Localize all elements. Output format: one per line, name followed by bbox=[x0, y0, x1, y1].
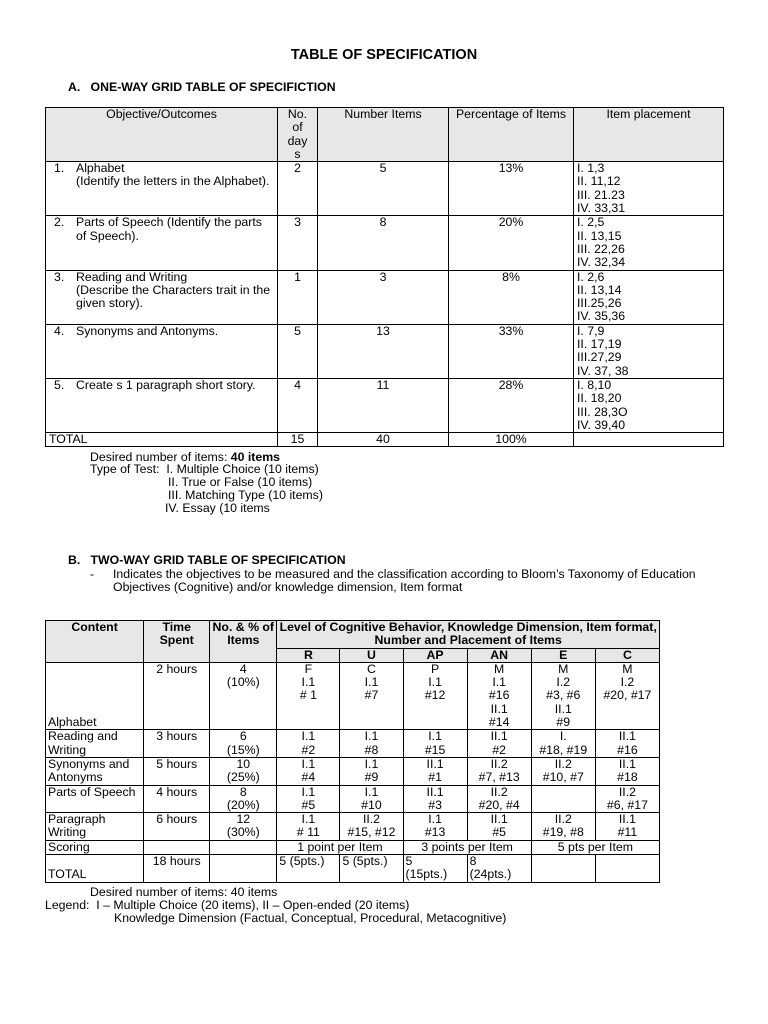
table-row bbox=[46, 162, 724, 216]
placement-cell: I. 8,10 II. 18,20 III. 28,3O IV. 39,40 bbox=[574, 378, 724, 432]
table-row bbox=[46, 378, 724, 432]
page-title: TABLE OF SPECIFICATION bbox=[290, 47, 478, 63]
total-row bbox=[46, 855, 660, 883]
scoring-ec: 5 pts per Item bbox=[531, 840, 659, 854]
desired-value: 40 items bbox=[230, 450, 281, 464]
level-cell-an: II.1 #2 bbox=[467, 730, 531, 758]
percentage-cell: 8% bbox=[449, 270, 574, 324]
percentage-cell: 28% bbox=[449, 378, 574, 432]
time-cell: 5 hours bbox=[144, 757, 210, 785]
table-row bbox=[46, 270, 724, 324]
objective-text: Synonyms and Antonyms. bbox=[76, 323, 219, 338]
time-cell: 4 hours bbox=[144, 785, 210, 813]
table-header-row bbox=[46, 108, 724, 162]
total-placement bbox=[574, 433, 724, 447]
table-row bbox=[46, 216, 724, 270]
level-cell-e: II.2 #19, #8 bbox=[531, 813, 595, 841]
level-cell-u: I.1 #10 bbox=[340, 785, 403, 813]
level-cell-c: M I.2 #20, #17 bbox=[595, 662, 659, 729]
objective-number: 5. bbox=[54, 377, 65, 392]
objective-text: Parts of Speech (Identify the parts of Speech). bbox=[76, 215, 262, 243]
level-cell-c: II.2 #6, #17 bbox=[595, 785, 659, 813]
days-cell: 3 bbox=[278, 216, 318, 270]
level-cell-u: I.1 #9 bbox=[340, 757, 403, 785]
items-cell: 11 bbox=[318, 378, 449, 432]
section-a-heading: A. ONE-WAY GRID TABLE OF SPECIFICTION bbox=[68, 80, 336, 94]
level-cell-ap: I.1 #13 bbox=[403, 813, 467, 841]
table-row bbox=[46, 813, 660, 841]
level-u: U bbox=[340, 648, 403, 662]
table-header-row bbox=[46, 621, 660, 649]
placement-cell: I. 1,3 II. 11,12 III. 21.23 IV. 33,31 bbox=[574, 162, 724, 216]
total-r: 5 (5pts.) bbox=[277, 855, 340, 883]
level-cell-c: II.1 #16 bbox=[595, 730, 659, 758]
objective-number: 4. bbox=[54, 323, 65, 338]
test-type-4: IV. Essay (10 items bbox=[165, 501, 270, 515]
objective-text: Alphabet (Identify the letters in the Alphabet). bbox=[76, 161, 270, 189]
objective-text: Create s 1 paragraph short story. bbox=[76, 377, 256, 392]
objective-text: Reading and Writing (Describe the Characters trait in the given story). bbox=[76, 269, 271, 311]
level-cell-e: M I.2 #3, #6 II.1 #9 bbox=[531, 662, 595, 729]
level-cell-ap: II.1 #1 bbox=[403, 757, 467, 785]
level-cell-r: I.1 #2 bbox=[277, 730, 340, 758]
level-cell-e: II.2 #10, #7 bbox=[531, 757, 595, 785]
header-content: Content bbox=[46, 621, 144, 663]
legend-line-1: Legend: I – Multiple Choice (20 items), II – Open-ended (20 items) bbox=[45, 898, 410, 912]
level-cell-u: I.1 #8 bbox=[340, 730, 403, 758]
total-time: 18 hours bbox=[144, 855, 210, 883]
test-type-2: II. True or False (10 items) bbox=[168, 475, 313, 489]
scoring-empty-1 bbox=[144, 840, 210, 854]
header-placement: Item placement bbox=[574, 108, 724, 162]
bullet-dash: - bbox=[90, 567, 95, 581]
total-u: 5 (5pts.) bbox=[340, 855, 403, 883]
section-b-description: Indicates the objectives to be measured and the classification according to Bloom’s Taxonomy of Education Objectives (Cognitive) and/or knowledge dimension, Item format bbox=[113, 567, 696, 595]
table-row bbox=[46, 324, 724, 378]
items-cell: 3 bbox=[318, 270, 449, 324]
total-days: 15 bbox=[278, 433, 318, 447]
items-cell: 13 bbox=[318, 324, 449, 378]
total-e bbox=[531, 855, 595, 883]
time-cell: 2 hours bbox=[144, 662, 210, 729]
total-c bbox=[595, 855, 659, 883]
scoring-row bbox=[46, 840, 660, 854]
total-ap: 5 (15pts.) bbox=[403, 855, 467, 883]
level-ap: AP bbox=[403, 648, 467, 662]
scoring-apan: 3 points per Item bbox=[403, 840, 531, 854]
objective-number: 3. bbox=[54, 269, 65, 284]
level-r: R bbox=[277, 648, 340, 662]
placement-cell: I. 2,6 II. 13,14 III.25,26 IV. 35,36 bbox=[574, 270, 724, 324]
level-cell-c: II.1 #18 bbox=[595, 757, 659, 785]
items-cell: 8 bbox=[318, 216, 449, 270]
one-way-grid-table bbox=[45, 107, 724, 447]
table-row bbox=[46, 730, 660, 758]
scoring-label: Scoring bbox=[46, 840, 144, 854]
scoring-ru: 1 point per Item bbox=[277, 840, 403, 854]
total-label: TOTAL bbox=[46, 433, 278, 447]
level-cell-ap: P I.1 #12 bbox=[403, 662, 467, 729]
level-cell-u: C I.1 #7 bbox=[340, 662, 403, 729]
objective-cell bbox=[46, 270, 278, 324]
placement-cell: I. 2,5 II. 13,15 III. 22,26 IV. 32,34 bbox=[574, 216, 724, 270]
objective-cell bbox=[46, 324, 278, 378]
level-cell-r: I.1 #4 bbox=[277, 757, 340, 785]
placement-cell: I. 7,9 II. 17,19 III.27,29 IV. 37, 38 bbox=[574, 324, 724, 378]
time-cell: 3 hours bbox=[144, 730, 210, 758]
test-type-1: Type of Test: I. Multiple Choice (10 items) bbox=[90, 462, 319, 476]
level-cell-an: M I.1 #16 II.1 #14 bbox=[467, 662, 531, 729]
percentage-cell: 20% bbox=[449, 216, 574, 270]
level-e: E bbox=[531, 648, 595, 662]
total-an: 8 (24pts.) bbox=[467, 855, 531, 883]
scoring-empty-2 bbox=[210, 840, 277, 854]
no-pct-cell: 8 (20%) bbox=[210, 785, 277, 813]
objective-number: 2. bbox=[54, 215, 65, 230]
time-cell: 6 hours bbox=[144, 813, 210, 841]
level-c: C bbox=[595, 648, 659, 662]
legend-line-2: Knowledge Dimension (Factual, Conceptual, Procedural, Metacognitive) bbox=[114, 911, 507, 925]
total-row bbox=[46, 433, 724, 447]
level-cell-e: I. #18, #19 bbox=[531, 730, 595, 758]
total-percentage: 100% bbox=[449, 433, 574, 447]
desired-label: Desired number of items: bbox=[90, 450, 231, 464]
level-cell-r: I.1 #5 bbox=[277, 785, 340, 813]
no-pct-cell: 10 (25%) bbox=[210, 757, 277, 785]
total-items: 40 bbox=[318, 433, 449, 447]
content-cell: Paragraph Writing bbox=[46, 813, 144, 841]
table-row bbox=[46, 757, 660, 785]
content-cell: Parts of Speech bbox=[46, 785, 144, 813]
table-row bbox=[46, 785, 660, 813]
no-pct-cell: 12 (30%) bbox=[210, 813, 277, 841]
header-cognitive-level: Level of Cognitive Behavior, Knowledge Dimension, Item format, Number and Placement of Items bbox=[277, 621, 660, 649]
level-cell-an: II.2 #20, #4 bbox=[467, 785, 531, 813]
level-cell-ap: II.1 #3 bbox=[403, 785, 467, 813]
test-type-3: III. Matching Type (10 items) bbox=[168, 488, 323, 502]
desired-items-b: Desired number of items: 40 items bbox=[90, 885, 278, 899]
objective-cell bbox=[46, 378, 278, 432]
days-cell: 2 bbox=[278, 162, 318, 216]
percentage-cell: 33% bbox=[449, 324, 574, 378]
content-cell: Synonyms and Antonyms bbox=[46, 757, 144, 785]
days-cell: 4 bbox=[278, 378, 318, 432]
content-cell: Alphabet bbox=[46, 662, 144, 729]
level-cell-r: I.1 # 11 bbox=[277, 813, 340, 841]
two-way-grid-table bbox=[45, 620, 660, 883]
objective-cell bbox=[46, 216, 278, 270]
header-no-pct: No. & % of Items bbox=[210, 621, 277, 663]
level-cell-e bbox=[531, 785, 595, 813]
days-cell: 5 bbox=[278, 324, 318, 378]
level-cell-u: II.2 #15, #12 bbox=[340, 813, 403, 841]
header-number-items: Number Items bbox=[318, 108, 449, 162]
level-cell-ap: I.1 #15 bbox=[403, 730, 467, 758]
level-cell-c: II.1 #11 bbox=[595, 813, 659, 841]
days-cell: 1 bbox=[278, 270, 318, 324]
header-time-spent: Time Spent bbox=[144, 621, 210, 663]
items-cell: 5 bbox=[318, 162, 449, 216]
objective-cell bbox=[46, 162, 278, 216]
table-row bbox=[46, 662, 660, 729]
level-cell-r: F I.1 # 1 bbox=[277, 662, 340, 729]
level-an: AN bbox=[467, 648, 531, 662]
header-days: No. of day s bbox=[278, 108, 318, 162]
no-pct-cell: 4 (10%) bbox=[210, 662, 277, 729]
content-cell: Reading and Writing bbox=[46, 730, 144, 758]
section-b-heading: B. TWO-WAY GRID TABLE OF SPECIFICATION bbox=[68, 553, 346, 567]
level-cell-an: II.1 #5 bbox=[467, 813, 531, 841]
objective-number: 1. bbox=[54, 161, 65, 176]
percentage-cell: 13% bbox=[449, 162, 574, 216]
total-no-pct bbox=[210, 855, 277, 883]
level-cell-an: II.2 #7, #13 bbox=[467, 757, 531, 785]
no-pct-cell: 6 (15%) bbox=[210, 730, 277, 758]
header-percentage: Percentage of Items bbox=[449, 108, 574, 162]
total-label: TOTAL bbox=[46, 855, 144, 883]
header-objective: Objective/Outcomes bbox=[46, 108, 278, 162]
